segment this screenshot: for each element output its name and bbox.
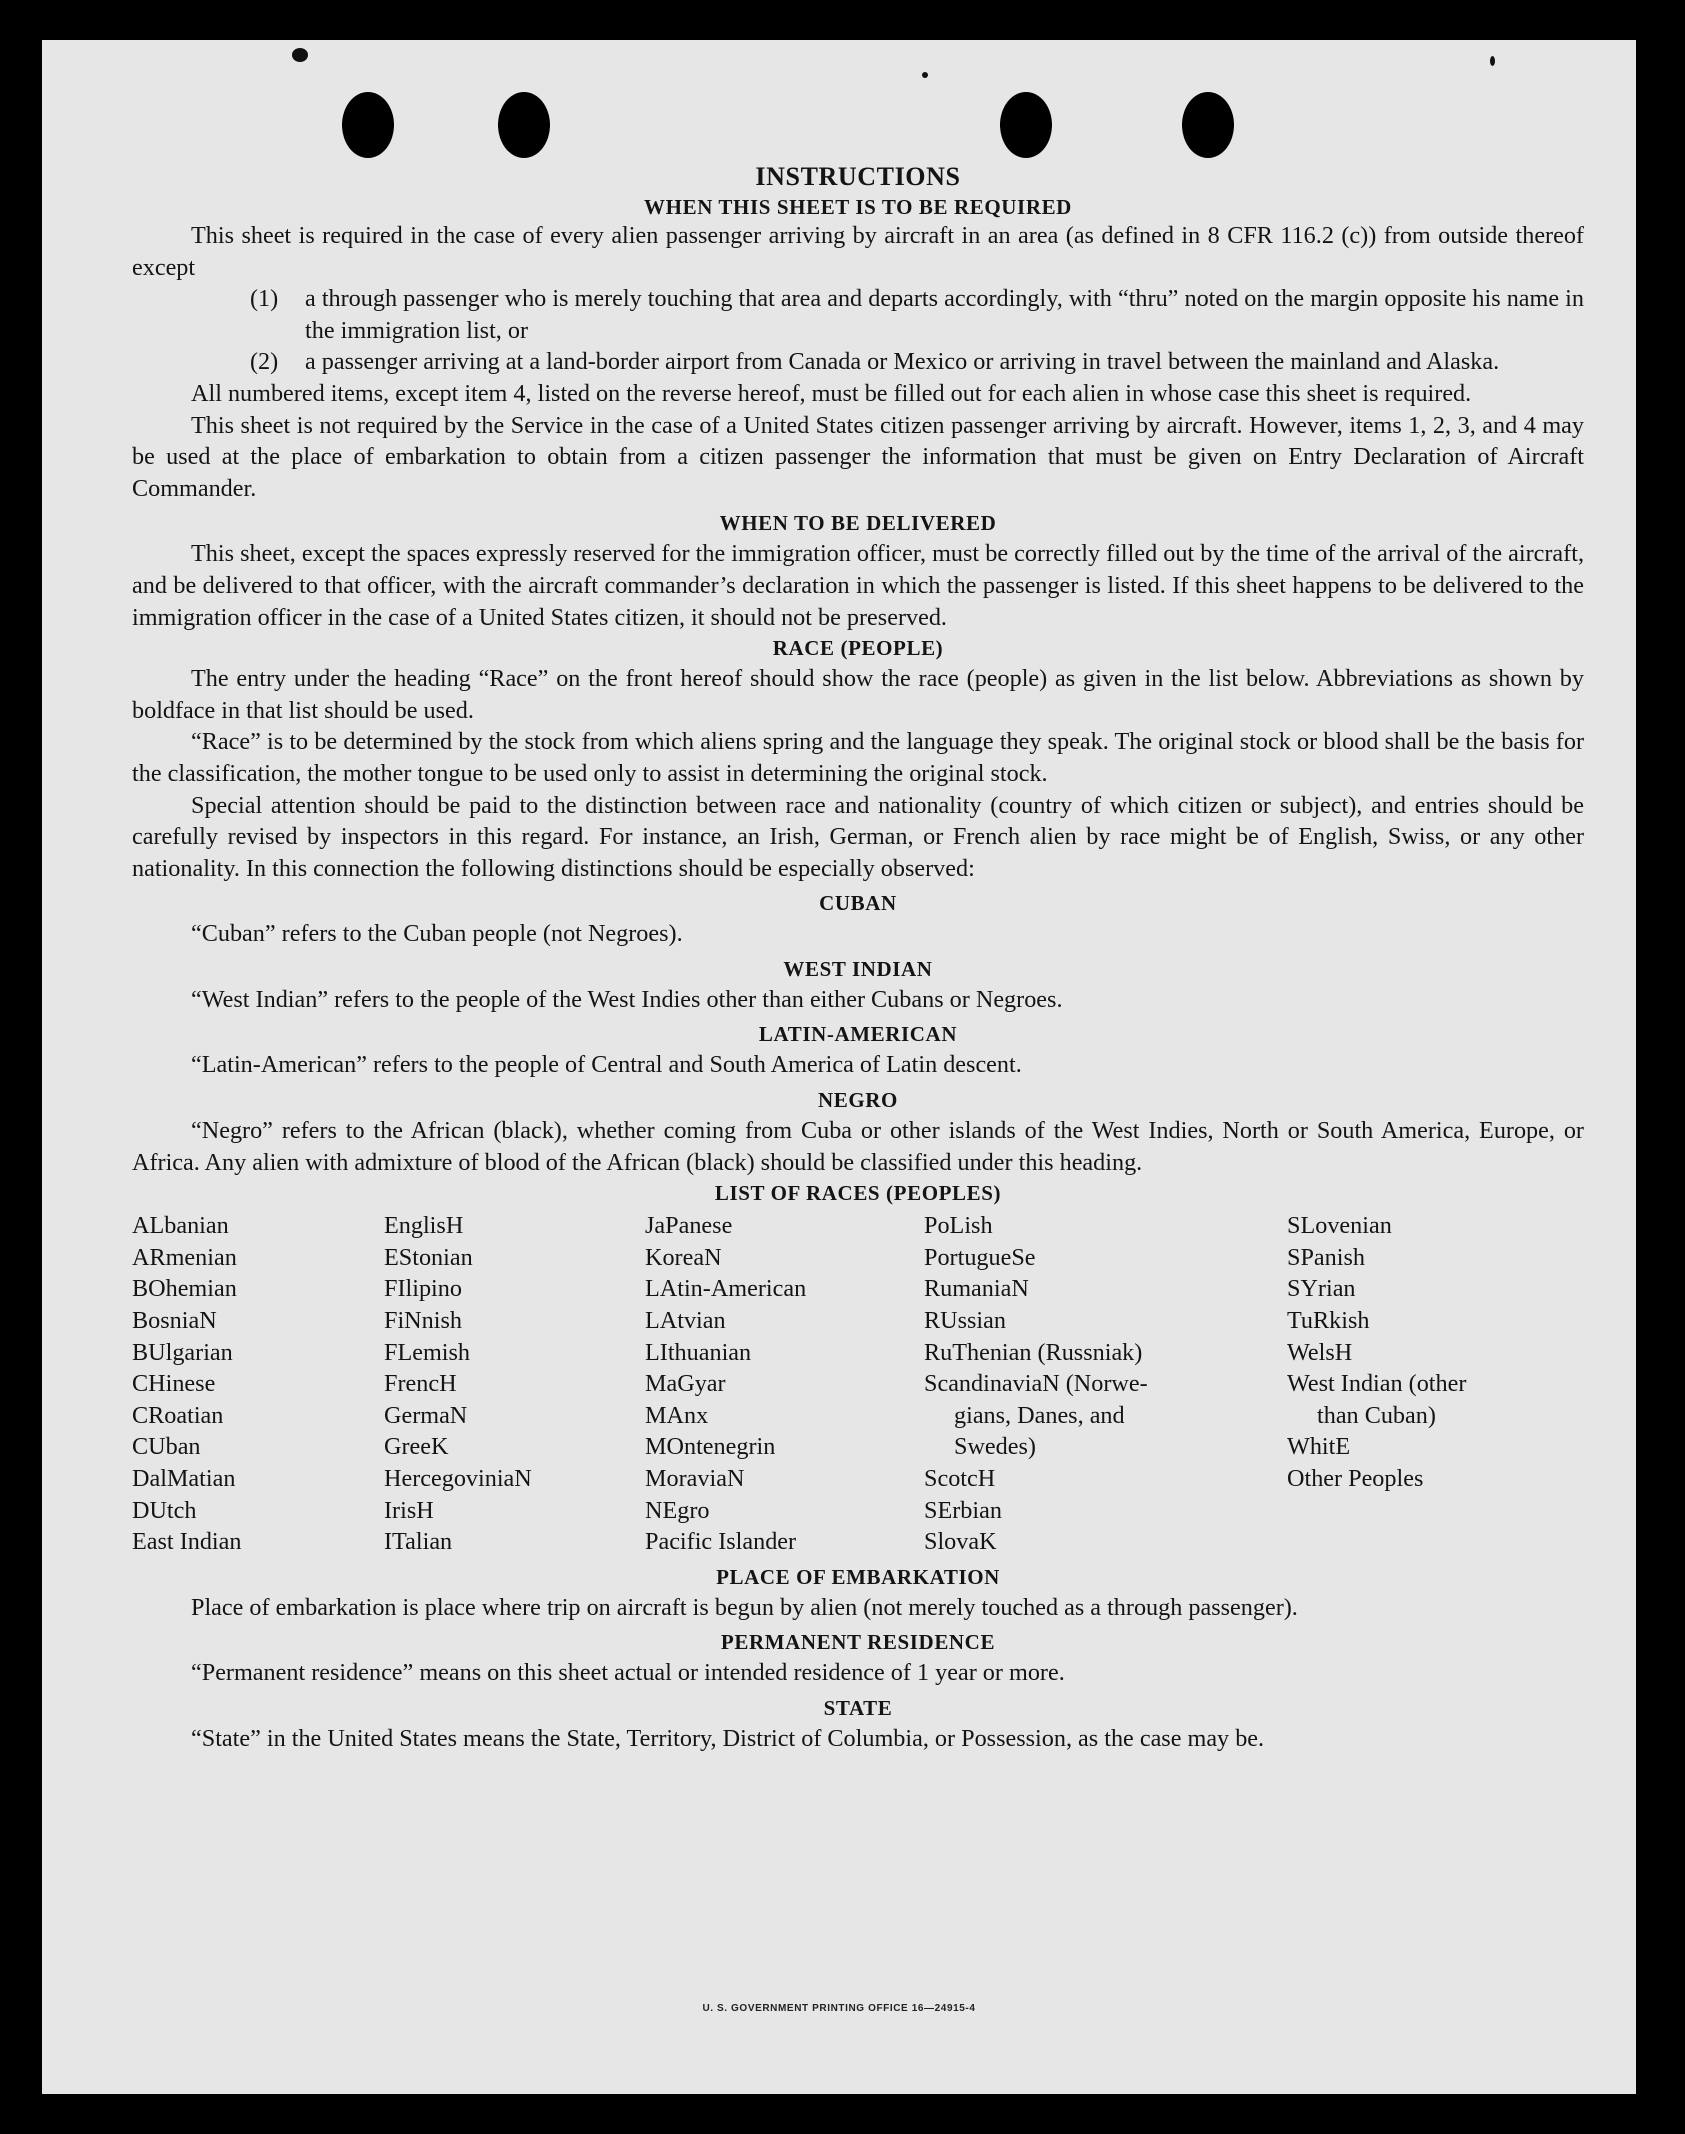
race-entry: NEgro (645, 1496, 710, 1524)
race-entry: PoLish (924, 1212, 993, 1240)
race-entry: ScandinaviaN (Norwe- (924, 1370, 1148, 1398)
race-entry: SYrian (1287, 1275, 1356, 1303)
race-entry: LAtvian (645, 1307, 726, 1335)
race-entry: Other Peoples (1287, 1465, 1424, 1492)
races-column (924, 1210, 1287, 1558)
race-entry: MoraviaN (645, 1465, 745, 1492)
race-entry: GreeK (384, 1433, 449, 1461)
race-entry-continued: Swedes) (954, 1433, 1036, 1461)
paragraph: This sheet is not required by the Service in the case of a United States citizen passenger arriving by aircraft. However, items 1, 2, 3, and 4 may be used at the place of embarkation to obtain from a citizen passenger the information that must be given on Entry Declaration of Aircraft Commander. (132, 411, 1584, 502)
race-entry: LIthuanian (645, 1338, 752, 1366)
paper-speck (1490, 56, 1495, 66)
definition-west-indian: “West Indian” refers to the people of the West Indies other than either Cubans or Negroes. (191, 985, 1063, 1013)
heading-when-required: WHEN THIS SHEET IS TO BE REQUIRED (644, 195, 1072, 219)
race-entry: EStonian (384, 1243, 473, 1271)
definition-latin-american: “Latin-American” refers to the people of Central and South America of Latin descent. (191, 1051, 1022, 1079)
paper-speck (922, 72, 928, 78)
race-entry: DUtch (132, 1496, 197, 1524)
heading-race: RACE (PEOPLE) (772, 636, 944, 661)
race-entry: SLovenian (1287, 1212, 1392, 1240)
race-entry: BosniaN (132, 1307, 217, 1335)
race-entry: TuRkish (1287, 1307, 1370, 1335)
races-column (132, 1210, 384, 1558)
race-entry: SlovaK (924, 1528, 997, 1556)
race-entry: RuThenian (Russniak) (924, 1338, 1143, 1366)
race-entry: SErbian (924, 1496, 1002, 1524)
race-entry: BOhemian (132, 1275, 237, 1303)
definition-negro: “Negro” refers to the African (black), whether coming from Cuba or other islands of the West Indies, North or South America, Europe, or Africa. Any alien with admixture of blood of the African (black) should be classified under this heading. (132, 1117, 1584, 1176)
races-column (384, 1210, 645, 1558)
race-entry: KoreaN (645, 1243, 722, 1271)
race-entry: FiNnish (384, 1307, 462, 1335)
race-entry: GermaN (384, 1401, 468, 1429)
race-entry: ScotcH (924, 1465, 996, 1492)
heading-embarkation: PLACE OF EMBARKATION (716, 1564, 1000, 1589)
paragraph: The entry under the heading “Race” on the front hereof should show the race (people) as given in the list below. Abbreviations as shown by boldface in that list should be used. (132, 665, 1584, 724)
heading-list-of-races: LIST OF RACES (PEOPLES) (714, 1181, 1002, 1206)
race-entry: CUban (132, 1433, 201, 1461)
item-number: (1) (250, 285, 279, 313)
heading-negro: NEGRO (817, 1088, 898, 1113)
instructions-body (132, 120, 1584, 1755)
race-entry: HercegoviniaN (384, 1465, 532, 1492)
race-entry: MaGyar (645, 1370, 726, 1398)
race-entry: ITalian (384, 1528, 453, 1556)
race-entry: ALbanian (132, 1212, 229, 1240)
race-entry: West Indian (other (1287, 1370, 1467, 1398)
race-entry: IrisH (384, 1496, 434, 1524)
race-entry-continued: than Cuban) (1317, 1401, 1436, 1429)
race-entry: WelsH (1287, 1338, 1353, 1366)
definition-residence: “Permanent residence” means on this sheet actual or intended residence of 1 year or more. (191, 1659, 1065, 1687)
heading-state: STATE (823, 1695, 893, 1720)
race-entry: Pacific Islander (645, 1528, 797, 1556)
heading-when-delivered: WHEN TO BE DELIVERED (719, 511, 997, 536)
race-entry: FrencH (384, 1370, 457, 1398)
paragraph: Special attention should be paid to the distinction between race and nationality (country of which citizen or subject), and entries should be carefully revised by inspectors in this regard. For instance, an Irish, German, or French alien by race might be of English, Swiss, or any other nationality. In this connection the following distinctions should be especially observed: (132, 791, 1584, 882)
races-column (1287, 1210, 1587, 1558)
race-entry: LAtin-American (645, 1275, 807, 1303)
heading-permanent-residence: PERMANENT RESIDENCE (720, 1630, 996, 1655)
printer-imprint: U. S. GOVERNMENT PRINTING OFFICE 16—24915-4 (702, 2003, 976, 2014)
definition-embarkation: Place of embarkation is place where trip on aircraft is begun by alien (not merely touched as a through passenger). (191, 1593, 1298, 1621)
race-entry: JaPanese (645, 1212, 733, 1240)
paragraph: “Race” is to be determined by the stock from which aliens spring and the language they speak. The original stock or blood shall be the basis for the classification, the mother tongue to be used only to assist in determining the original stock. (132, 728, 1584, 787)
paragraph: All numbered items, except item 4, listed on the reverse hereof, must be filled out for each alien in whose case this sheet is required. (191, 379, 1472, 407)
race-entry: DalMatian (132, 1465, 236, 1492)
race-entry: RumaniaN (924, 1275, 1029, 1303)
heading-west-indian: WEST INDIAN (783, 956, 933, 981)
race-entry: BUlgarian (132, 1338, 233, 1366)
race-entry: MOntenegrin (645, 1433, 776, 1461)
paragraph: This sheet, except the spaces expressly reserved for the immigration officer, must be correctly filled out by the time of the arrival of the aircraft, and be delivered to that officer, with the aircraft commander’s declaration in which the passenger is listed. If this sheet happens to be delivered to the immigration officer in the case of a United States citizen, it should not be preserved. (132, 540, 1584, 631)
document-page (42, 40, 1636, 2094)
definition-state: “State” in the United States means the State, Territory, District of Columbia, or Possession, as the case may be. (191, 1724, 1265, 1752)
list-item (132, 283, 1584, 346)
paper-speck (292, 48, 308, 62)
race-entry: CHinese (132, 1370, 216, 1398)
races-list (132, 1210, 1584, 1558)
race-entry: RUssian (924, 1307, 1006, 1335)
race-entry-continued: gians, Danes, and (954, 1401, 1125, 1429)
page-title: INSTRUCTIONS (755, 162, 961, 191)
race-entry: East Indian (132, 1528, 242, 1556)
heading-cuban: CUBAN (819, 891, 897, 916)
list-item (132, 346, 1584, 378)
item-number: (2) (250, 348, 279, 376)
item-text: a through passenger who is merely touching that area and departs accordingly, with “thru” noted on the margin opposite his name in the immigration list, or (305, 285, 1584, 344)
race-entry: ARmenian (132, 1243, 237, 1271)
paragraph: This sheet is required in the case of every alien passenger arriving by aircraft in an area (as defined in 8 CFR 116.2 (c)) from outside thereof except (132, 222, 1584, 281)
definition-cuban: “Cuban” refers to the Cuban people (not Negroes). (191, 920, 683, 948)
item-text: a passenger arriving at a land-border airport from Canada or Mexico or arriving in travel between the mainland and Alaska. (305, 348, 1500, 376)
race-entry: CRoatian (132, 1401, 224, 1429)
race-entry: FIlipino (384, 1275, 462, 1303)
race-entry: WhitE (1287, 1433, 1351, 1461)
race-entry: PortugueSe (924, 1243, 1036, 1271)
race-entry: EnglisH (384, 1212, 464, 1240)
race-entry: SPanish (1287, 1243, 1365, 1271)
race-entry: FLemish (384, 1338, 471, 1366)
race-entry: MAnx (645, 1401, 709, 1429)
races-column (645, 1210, 924, 1558)
heading-latin-american: LATIN-AMERICAN (758, 1022, 958, 1047)
